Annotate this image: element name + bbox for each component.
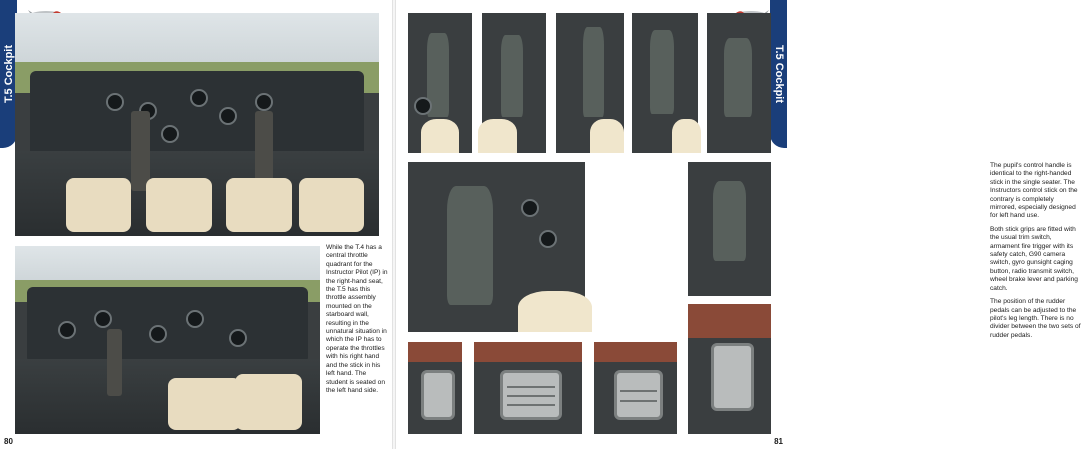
photo-rudder-side — [688, 304, 771, 434]
photo-stick-2 — [482, 13, 546, 153]
photo-stick-3 — [556, 13, 624, 153]
page-number-right: 81 — [774, 437, 783, 446]
right-caption — [990, 162, 1081, 345]
photo-instructor-stick — [688, 162, 771, 296]
caption-paragraph-3: The position of the rudder pedals can be adjusted to the pilot's leg length. There is no divider between the two sets of rudder pedals. — [990, 298, 1081, 339]
photo-cockpit-overview — [15, 13, 379, 236]
photo-instructor-side — [15, 246, 320, 434]
photo-rudder-pedal-3 — [594, 342, 677, 434]
page-number-left: 80 — [4, 437, 13, 446]
section-tab-label: T.5 Cockpit — [772, 44, 785, 104]
caption-paragraph-1: The pupil's control handle is identical to the right-handed stick in the single seater. The Instructors control stick on the contrary is completely mirrored, especially designed for left hand use. — [990, 162, 1078, 220]
caption-paragraph-2: Both stick grips are fitted with the usual trim switch, armament fire trigger with its safety catch, G90 camera switch, gyro gunsight caging button, radio transmit switch, wheel brake lever and parking catch. — [990, 225, 1078, 292]
photo-rudder-pedal-1 — [408, 342, 462, 434]
left-page — [0, 0, 392, 449]
section-tab-label: T.5 Cockpit — [2, 44, 15, 104]
photo-stick-5 — [707, 13, 771, 153]
photo-rudder-pedal-2 — [474, 342, 582, 434]
photo-stick-1 — [408, 13, 472, 153]
right-page — [396, 0, 1081, 449]
section-tab-right — [770, 0, 787, 148]
left-caption: While the T.4 has a central throttle quadrant for the Instructor Pilot (IP) in the right-hand seat, the T.5 has this throttle assembly mounted on the starboard wall, resulting in the unnatural situation in which the IP has to operate the throttles with his right hand and the stick in his left hand. The student is seated on the left hand side. — [326, 244, 388, 394]
photo-stick-4 — [632, 13, 698, 153]
photo-stick-grip-closeup — [408, 162, 585, 332]
